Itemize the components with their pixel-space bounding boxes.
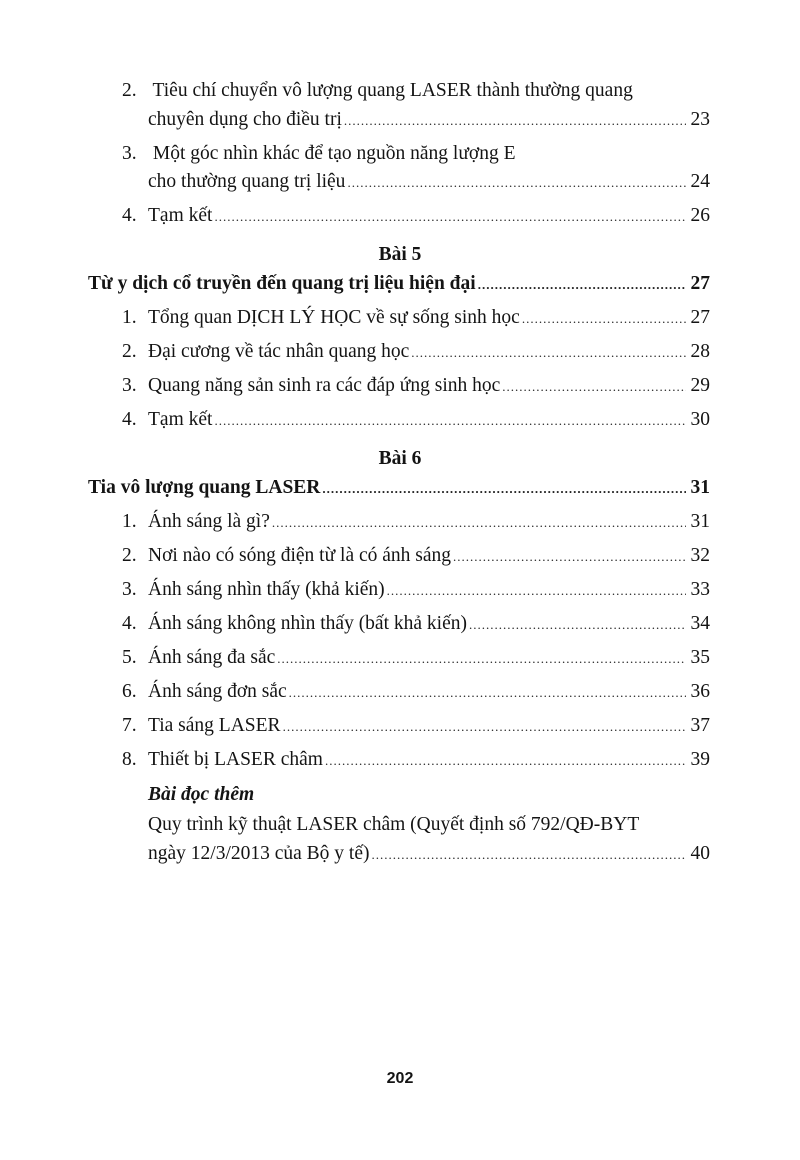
leader-dots <box>325 749 686 773</box>
lesson-title: Từ y dịch cổ truyền đến quang trị liệu hiện đại <box>88 273 476 294</box>
entry-number: 3. <box>122 579 137 600</box>
lesson6-entry-8[interactable] <box>122 748 710 773</box>
lesson6-entry-4[interactable] <box>122 612 710 637</box>
entry-title-cont: ngày 12/3/2013 của Bộ y tế) <box>148 843 370 864</box>
toc-entry-4[interactable] <box>122 204 710 229</box>
leader-dots <box>478 273 686 297</box>
entry-number: 4. <box>122 613 137 634</box>
extra-reading-line1: Quy trình kỹ thuật LASER châm (Quyết định số 792/QĐ-BYT <box>148 814 640 835</box>
leader-dots <box>322 477 686 501</box>
leader-dots <box>453 545 686 569</box>
entry-title: Ánh sáng không nhìn thấy (bất khả kiến) <box>148 613 467 634</box>
lesson6-entry-7[interactable] <box>122 714 710 739</box>
page-number: 32 <box>690 545 710 566</box>
page-number: 40 <box>690 843 710 864</box>
extra-reading-heading: Bài đọc thêm <box>148 784 255 805</box>
page-number: 33 <box>690 579 710 600</box>
lesson5-entry-3[interactable] <box>122 374 710 399</box>
entry-title: Quang năng sản sinh ra các đáp ứng sinh học <box>148 375 501 396</box>
leader-dots <box>522 307 686 331</box>
lesson6-title-entry[interactable] <box>88 476 710 501</box>
toc-entry-2[interactable] <box>148 108 710 133</box>
page-footer-number: 202 <box>386 1070 414 1087</box>
entry-title: Tạm kết <box>148 205 213 226</box>
leader-dots <box>272 511 686 535</box>
lesson6-entry-3[interactable] <box>122 578 710 603</box>
page-number: 36 <box>690 681 710 702</box>
entry-title: Đại cương về tác nhân quang học <box>148 341 410 362</box>
entry-title: Tạm kết <box>148 409 213 430</box>
entry-title: Tiêu chí chuyển vô lượng quang LASER thành thường quang <box>152 80 633 101</box>
page-number: 29 <box>690 375 710 396</box>
entry-number: 1. <box>122 307 137 328</box>
leader-dots <box>411 341 686 365</box>
lesson6-entry-2[interactable] <box>122 544 710 569</box>
lesson-title: Tia vô lượng quang LASER <box>88 477 321 498</box>
entry-number: 3. <box>122 143 137 164</box>
page-number: 34 <box>690 613 710 634</box>
entry-title: Ánh sáng nhìn thấy (khả kiến) <box>148 579 385 600</box>
entry-title-cont: cho thường quang trị liệu <box>148 171 346 192</box>
entry-title: Tổng quan DỊCH LÝ HỌC về sự sống sinh học <box>148 307 520 328</box>
entry-number: 3. <box>122 375 137 396</box>
page-number: 35 <box>690 647 710 668</box>
entry-number: 2. <box>122 341 137 362</box>
entry-title: Ánh sáng là gì? <box>148 511 270 532</box>
lesson6-entry-6[interactable] <box>122 680 710 705</box>
page-number: 31 <box>690 477 710 498</box>
lesson6-entry-1[interactable] <box>122 510 710 535</box>
entry-number: 2. <box>122 545 137 566</box>
lesson5-entry-2[interactable] <box>122 340 710 365</box>
entry-number: 5. <box>122 647 137 668</box>
extra-reading-entry[interactable] <box>148 842 710 867</box>
leader-dots <box>277 647 686 671</box>
toc-entry-3-line1 <box>122 143 515 165</box>
entry-number: 6. <box>122 681 137 702</box>
entry-number: 1. <box>122 511 137 532</box>
entry-title: Ánh sáng đơn sắc <box>148 681 287 702</box>
entry-number: 4. <box>122 409 137 430</box>
page-number: 39 <box>690 749 710 770</box>
entry-title: Ánh sáng đa sắc <box>148 647 276 668</box>
lesson5-label: Bài 5 <box>378 244 422 265</box>
lesson5-title-entry[interactable] <box>88 272 710 297</box>
toc-entry-2-line1 <box>122 80 633 102</box>
entry-number: 2. <box>122 80 137 101</box>
page-number: 24 <box>690 171 710 192</box>
leader-dots <box>387 579 686 603</box>
entry-title: Thiết bị LASER châm <box>148 749 323 770</box>
entry-number: 4. <box>122 205 137 226</box>
page-number: 27 <box>690 273 710 294</box>
lesson5-entry-1[interactable] <box>122 306 710 331</box>
toc-entry-3[interactable] <box>148 170 710 195</box>
entry-number: 8. <box>122 749 137 770</box>
leader-dots <box>289 681 686 705</box>
leader-dots <box>214 409 686 433</box>
leader-dots <box>214 205 686 229</box>
page-number: 31 <box>690 511 710 532</box>
leader-dots <box>469 613 686 637</box>
leader-dots <box>344 109 686 133</box>
lesson6-entry-5[interactable] <box>122 646 710 671</box>
entry-title-cont: chuyên dụng cho điều trị <box>148 109 342 130</box>
page-number: 26 <box>690 205 710 226</box>
lesson6-label: Bài 6 <box>378 448 422 469</box>
leader-dots <box>502 375 686 399</box>
entry-title: Tia sáng LASER <box>148 715 281 736</box>
page-number: 30 <box>690 409 710 430</box>
leader-dots <box>283 715 686 739</box>
entry-number: 7. <box>122 715 137 736</box>
leader-dots <box>372 843 687 867</box>
page-number: 23 <box>690 109 710 130</box>
page-number: 37 <box>690 715 710 736</box>
entry-title: Một góc nhìn khác để tạo nguồn năng lượng E <box>152 143 516 164</box>
leader-dots <box>347 171 686 195</box>
entry-title: Nơi nào có sóng điện từ là có ánh sáng <box>148 545 452 566</box>
page-number: 28 <box>690 341 710 362</box>
page-number: 27 <box>690 307 710 328</box>
lesson5-entry-4[interactable] <box>122 408 710 433</box>
